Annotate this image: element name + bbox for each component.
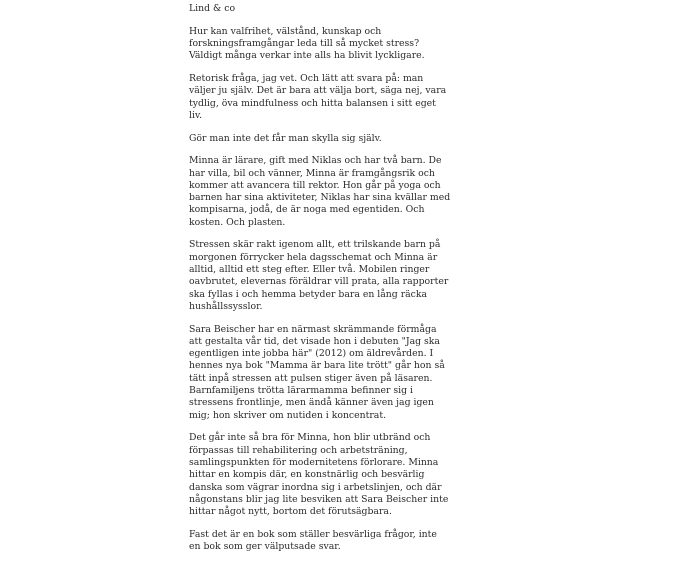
article-byline: Lind & co [189, 3, 236, 14]
article-paragraph: Stressen skär rakt igenom allt, ett trilskande barn på morgonen förrycker hela dagsschemat och Minna är alltid, alltid ett steg efter. Eller två. Mobilen ringer oavbrutet, elevernas föräldrar vill prata, alla rapporter ska fyllas i och hemma betyder bara en lång räcka hushållssysslor. [189, 239, 449, 312]
article-body [189, 3, 451, 564]
article-paragraph: Fast det är en bok som ställer besvärliga frågor, inte en bok som ger välputsade svar. [189, 528, 437, 553]
article-paragraph: Sara Beischer har en närmast skrämmande förmåga att gestalta vår tid, det visade hon i debuten "Jag ska egentligen inte jobba här" (2012) om äldrevården. I hennes nya bok "Mamma är bara lite trött" går hon så tätt inpå stressen att pulsen stiger även på läsaren. Barnfamiljens trötta lärarmamma befinner sig i stressens frontlinje, men ändå känner även jag igen mig; hon skriver om nutiden i koncentrat. [189, 323, 445, 421]
article-paragraph: Retorisk fråga, jag vet. Och lätt att svara på: man väljer ju själv. Det är bara att välja bort, säga nej, vara tydlig, öva mindfulness och hitta balansen i sitt eget liv. [189, 72, 447, 121]
article-paragraph: Gör man inte det får man skylla sig själv. [189, 132, 382, 144]
article-paragraph: Hur kan valfrihet, välstånd, kunskap och forskningsframgångar leda till så mycket stress? Väldigt många verkar inte alls ha blivit lyckligare. [189, 25, 425, 62]
article-paragraph: Minna är lärare, gift med Niklas och har två barn. De har villa, bil och vänner, Minna är framgångsrik och kommer att avancera till rektor. Hon går på yoga och barnen har sina aktiviteter, Niklas har sina kvällar med kompisarna, jodå, de är noga med egentiden. Och kosten. Och plasten. [189, 155, 451, 228]
article-paragraph: Det går inte så bra för Minna, hon blir utbränd och förpassas till rehabilitering och arbetsträning, samlingspunkten för modernitetens förlorare. Minna hittar en kompis där, en konstnärlig och besvärlig danska som vägrar inordna sig i arbetslinjen, och där någonstans blir jag lite besviken att Sara Beischer inte hittar något nytt, bortom det förutsägbara. [189, 432, 449, 518]
